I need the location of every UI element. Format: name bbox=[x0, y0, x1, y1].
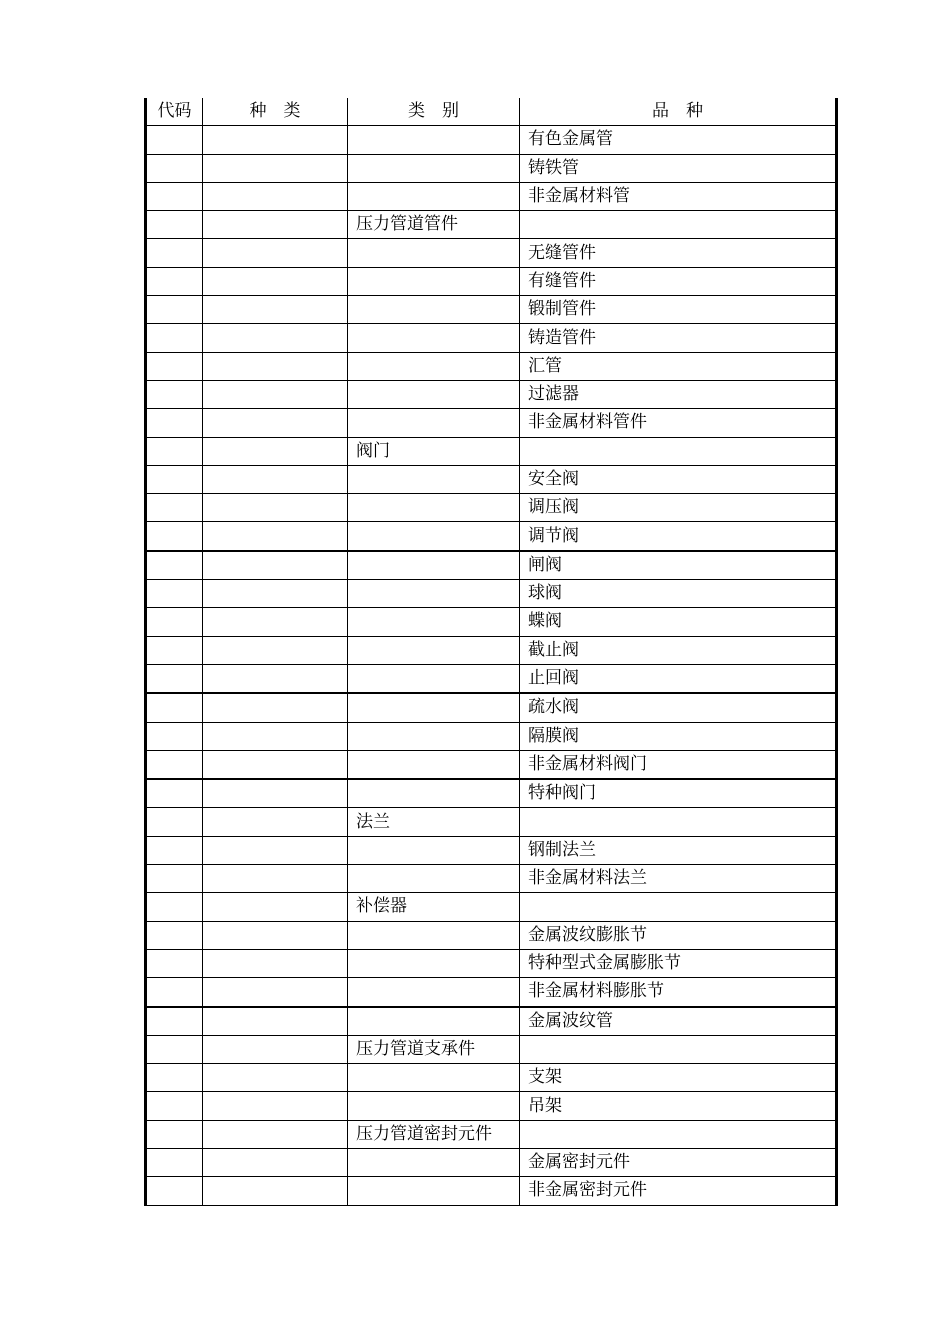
cell-variety: 非金属材料法兰 bbox=[520, 865, 837, 893]
table-row bbox=[146, 1148, 837, 1176]
cell-code bbox=[146, 239, 203, 267]
cell-kind bbox=[203, 126, 348, 154]
cell-category bbox=[348, 551, 520, 580]
cell-code bbox=[146, 126, 203, 154]
cell-kind bbox=[203, 551, 348, 580]
cell-category: 补偿器 bbox=[348, 893, 520, 921]
table-row bbox=[146, 352, 837, 380]
cell-kind bbox=[203, 409, 348, 437]
cell-kind bbox=[203, 636, 348, 664]
table-row bbox=[146, 580, 837, 608]
cell-kind bbox=[203, 324, 348, 352]
cell-variety bbox=[520, 437, 837, 465]
cell-code bbox=[146, 893, 203, 921]
cell-category bbox=[348, 836, 520, 864]
catalog-table bbox=[144, 98, 838, 1206]
cell-category: 阀门 bbox=[348, 437, 520, 465]
cell-kind bbox=[203, 182, 348, 210]
cell-code bbox=[146, 296, 203, 324]
cell-kind bbox=[203, 921, 348, 949]
cell-variety: 球阀 bbox=[520, 580, 837, 608]
cell-category bbox=[348, 1007, 520, 1036]
cell-code bbox=[146, 664, 203, 693]
cell-code bbox=[146, 921, 203, 949]
table-row bbox=[146, 893, 837, 921]
cell-category bbox=[348, 664, 520, 693]
cell-code bbox=[146, 154, 203, 182]
cell-category bbox=[348, 865, 520, 893]
cell-code bbox=[146, 978, 203, 1007]
cell-category bbox=[348, 1064, 520, 1092]
cell-category bbox=[348, 126, 520, 154]
cell-code bbox=[146, 267, 203, 295]
cell-kind bbox=[203, 750, 348, 779]
table-row bbox=[146, 608, 837, 636]
cell-category: 压力管道密封元件 bbox=[348, 1120, 520, 1148]
cell-category bbox=[348, 978, 520, 1007]
cell-variety bbox=[520, 1035, 837, 1063]
cell-variety: 过滤器 bbox=[520, 380, 837, 408]
cell-kind bbox=[203, 1007, 348, 1036]
cell-category bbox=[348, 949, 520, 977]
cell-variety: 截止阀 bbox=[520, 636, 837, 664]
cell-variety: 铸造管件 bbox=[520, 324, 837, 352]
cell-code bbox=[146, 1177, 203, 1205]
cell-code bbox=[146, 865, 203, 893]
cell-kind bbox=[203, 722, 348, 750]
cell-variety: 金属密封元件 bbox=[520, 1148, 837, 1176]
cell-kind bbox=[203, 693, 348, 722]
cell-category bbox=[348, 494, 520, 522]
table-row bbox=[146, 636, 837, 664]
cell-code bbox=[146, 949, 203, 977]
cell-variety: 非金属材料管件 bbox=[520, 409, 837, 437]
cell-category bbox=[348, 267, 520, 295]
cell-code bbox=[146, 693, 203, 722]
table-row bbox=[146, 296, 837, 324]
cell-kind bbox=[203, 978, 348, 1007]
table-row bbox=[146, 551, 837, 580]
cell-code bbox=[146, 1007, 203, 1036]
cell-kind bbox=[203, 465, 348, 493]
cell-code bbox=[146, 750, 203, 779]
cell-category: 压力管道管件 bbox=[348, 211, 520, 239]
cell-variety: 特种型式金属膨胀节 bbox=[520, 949, 837, 977]
cell-variety: 非金属材料阀门 bbox=[520, 750, 837, 779]
cell-variety: 闸阀 bbox=[520, 551, 837, 580]
cell-code bbox=[146, 437, 203, 465]
header-code: 代码 bbox=[146, 98, 203, 126]
table-row bbox=[146, 722, 837, 750]
cell-code bbox=[146, 380, 203, 408]
cell-kind bbox=[203, 865, 348, 893]
header-row bbox=[146, 98, 837, 126]
cell-kind bbox=[203, 267, 348, 295]
cell-code bbox=[146, 494, 203, 522]
table-row bbox=[146, 211, 837, 239]
table-row bbox=[146, 808, 837, 836]
cell-variety: 无缝管件 bbox=[520, 239, 837, 267]
cell-kind bbox=[203, 1035, 348, 1063]
cell-code bbox=[146, 1064, 203, 1092]
cell-category bbox=[348, 636, 520, 664]
cell-code bbox=[146, 182, 203, 210]
cell-kind bbox=[203, 664, 348, 693]
cell-category bbox=[348, 522, 520, 551]
cell-variety: 安全阀 bbox=[520, 465, 837, 493]
cell-category bbox=[348, 608, 520, 636]
cell-code bbox=[146, 779, 203, 808]
cell-category: 法兰 bbox=[348, 808, 520, 836]
cell-variety: 有色金属管 bbox=[520, 126, 837, 154]
cell-code bbox=[146, 808, 203, 836]
cell-kind bbox=[203, 154, 348, 182]
cell-category bbox=[348, 1092, 520, 1120]
cell-category bbox=[348, 380, 520, 408]
table-row bbox=[146, 978, 837, 1007]
cell-variety: 铸铁管 bbox=[520, 154, 837, 182]
cell-code bbox=[146, 465, 203, 493]
cell-category bbox=[348, 352, 520, 380]
cell-variety: 吊架 bbox=[520, 1092, 837, 1120]
cell-category bbox=[348, 239, 520, 267]
table-row bbox=[146, 126, 837, 154]
cell-category bbox=[348, 409, 520, 437]
table-row bbox=[146, 1007, 837, 1036]
cell-code bbox=[146, 1092, 203, 1120]
cell-kind bbox=[203, 380, 348, 408]
cell-variety: 非金属材料管 bbox=[520, 182, 837, 210]
cell-kind bbox=[203, 494, 348, 522]
cell-kind bbox=[203, 808, 348, 836]
cell-variety: 疏水阀 bbox=[520, 693, 837, 722]
cell-code bbox=[146, 1120, 203, 1148]
table-row bbox=[146, 1120, 837, 1148]
cell-category bbox=[348, 324, 520, 352]
table-row bbox=[146, 182, 837, 210]
cell-variety: 非金属材料膨胀节 bbox=[520, 978, 837, 1007]
cell-variety: 调压阀 bbox=[520, 494, 837, 522]
cell-kind bbox=[203, 522, 348, 551]
table-row bbox=[146, 267, 837, 295]
cell-category bbox=[348, 722, 520, 750]
cell-kind bbox=[203, 836, 348, 864]
cell-variety: 支架 bbox=[520, 1064, 837, 1092]
table-row bbox=[146, 437, 837, 465]
table-row bbox=[146, 921, 837, 949]
table-row bbox=[146, 409, 837, 437]
cell-variety: 有缝管件 bbox=[520, 267, 837, 295]
cell-kind bbox=[203, 893, 348, 921]
catalog-table-sheet bbox=[144, 98, 835, 1206]
table-row bbox=[146, 465, 837, 493]
cell-code bbox=[146, 551, 203, 580]
table-row bbox=[146, 522, 837, 551]
cell-category bbox=[348, 921, 520, 949]
table-row bbox=[146, 1092, 837, 1120]
cell-variety: 隔膜阀 bbox=[520, 722, 837, 750]
cell-variety: 特种阀门 bbox=[520, 779, 837, 808]
cell-variety bbox=[520, 893, 837, 921]
header-variety: 品 种 bbox=[520, 98, 837, 126]
cell-kind bbox=[203, 239, 348, 267]
cell-category bbox=[348, 154, 520, 182]
table-row bbox=[146, 693, 837, 722]
cell-category bbox=[348, 296, 520, 324]
cell-category bbox=[348, 580, 520, 608]
table-row bbox=[146, 949, 837, 977]
table-row bbox=[146, 494, 837, 522]
cell-code bbox=[146, 608, 203, 636]
cell-kind bbox=[203, 1177, 348, 1205]
cell-code bbox=[146, 211, 203, 239]
cell-code bbox=[146, 1035, 203, 1063]
table-row bbox=[146, 779, 837, 808]
cell-code bbox=[146, 522, 203, 551]
cell-kind bbox=[203, 352, 348, 380]
cell-category: 压力管道支承件 bbox=[348, 1035, 520, 1063]
table-body bbox=[146, 126, 837, 1205]
table-row bbox=[146, 380, 837, 408]
table-row bbox=[146, 239, 837, 267]
cell-code bbox=[146, 1148, 203, 1176]
cell-kind bbox=[203, 949, 348, 977]
cell-variety: 金属波纹管 bbox=[520, 1007, 837, 1036]
cell-kind bbox=[203, 1120, 348, 1148]
cell-variety bbox=[520, 808, 837, 836]
cell-code bbox=[146, 409, 203, 437]
cell-category bbox=[348, 750, 520, 779]
cell-kind bbox=[203, 1064, 348, 1092]
cell-variety: 非金属密封元件 bbox=[520, 1177, 837, 1205]
table-row bbox=[146, 750, 837, 779]
cell-kind bbox=[203, 296, 348, 324]
table-row bbox=[146, 865, 837, 893]
table-row bbox=[146, 1035, 837, 1063]
cell-code bbox=[146, 722, 203, 750]
cell-kind bbox=[203, 211, 348, 239]
cell-category bbox=[348, 1148, 520, 1176]
cell-variety: 调节阀 bbox=[520, 522, 837, 551]
cell-variety: 金属波纹膨胀节 bbox=[520, 921, 837, 949]
cell-variety: 蝶阀 bbox=[520, 608, 837, 636]
cell-category bbox=[348, 779, 520, 808]
cell-variety: 汇管 bbox=[520, 352, 837, 380]
cell-variety bbox=[520, 1120, 837, 1148]
table-row bbox=[146, 1177, 837, 1205]
cell-kind bbox=[203, 1092, 348, 1120]
cell-variety: 钢制法兰 bbox=[520, 836, 837, 864]
cell-category bbox=[348, 182, 520, 210]
cell-kind bbox=[203, 608, 348, 636]
cell-kind bbox=[203, 779, 348, 808]
cell-category bbox=[348, 1177, 520, 1205]
cell-code bbox=[146, 836, 203, 864]
cell-code bbox=[146, 580, 203, 608]
cell-category bbox=[348, 465, 520, 493]
table-header bbox=[146, 98, 837, 126]
table-row bbox=[146, 836, 837, 864]
header-kind: 种 类 bbox=[203, 98, 348, 126]
cell-code bbox=[146, 636, 203, 664]
table-row bbox=[146, 154, 837, 182]
cell-kind bbox=[203, 1148, 348, 1176]
table-row bbox=[146, 324, 837, 352]
cell-code bbox=[146, 324, 203, 352]
header-category: 类 别 bbox=[348, 98, 520, 126]
table-row bbox=[146, 1064, 837, 1092]
cell-variety bbox=[520, 211, 837, 239]
cell-code bbox=[146, 352, 203, 380]
table-row bbox=[146, 664, 837, 693]
cell-category bbox=[348, 693, 520, 722]
cell-variety: 止回阀 bbox=[520, 664, 837, 693]
cell-kind bbox=[203, 580, 348, 608]
cell-variety: 锻制管件 bbox=[520, 296, 837, 324]
cell-kind bbox=[203, 437, 348, 465]
